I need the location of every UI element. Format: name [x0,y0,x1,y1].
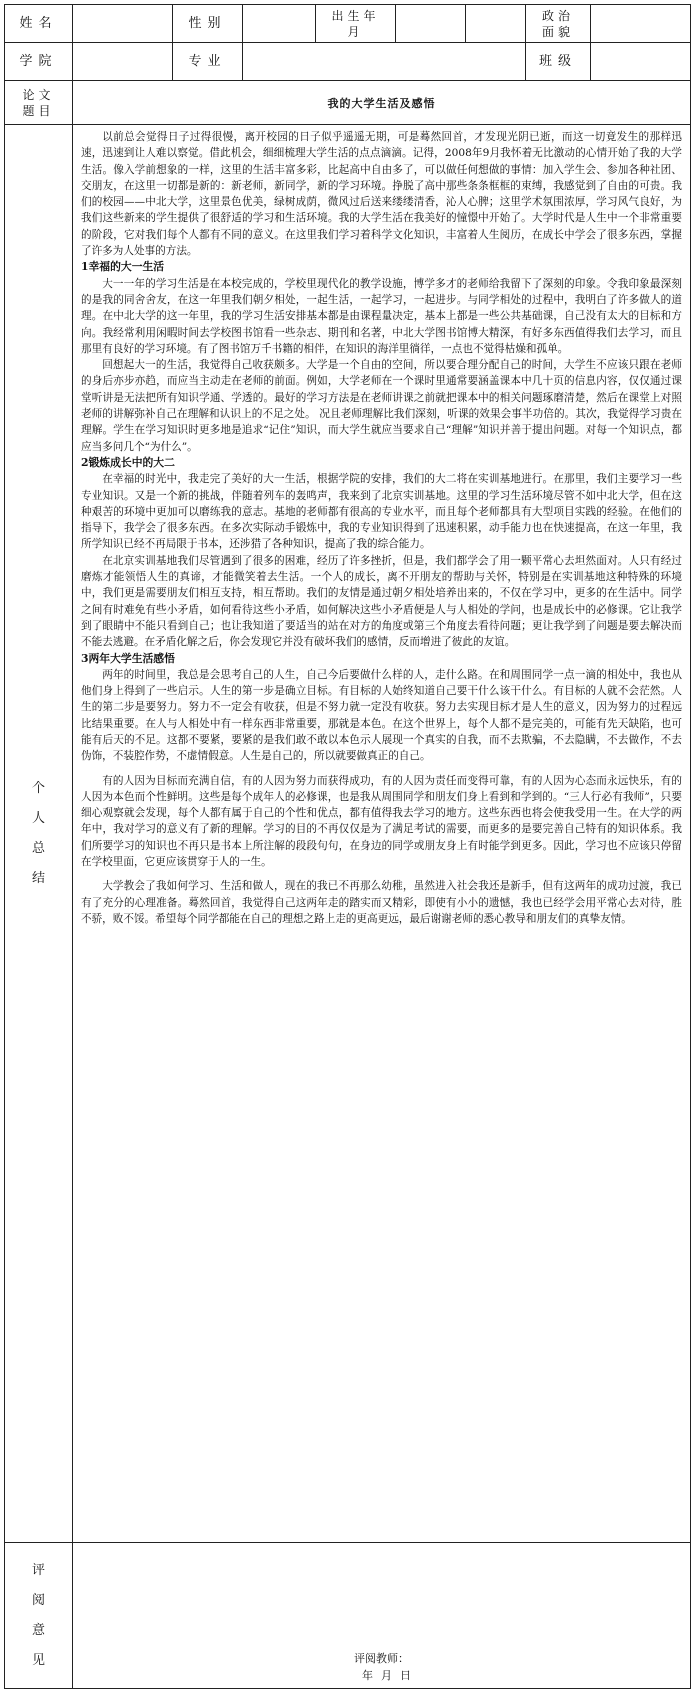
summary-paragraph: 在北京实训基地我们尽管遇到了很多的困难，经历了许多挫折，但是，我们都学会了用一颗平常心去坦然面对。人只有经过磨炼才能领悟人生的真谛，才能微笑着去生活。一个人的成长，离不开朋友的帮助与关怀，特别是在实训基地这种特殊的环境中，我们更是需要朋友们相互支持，相互帮助。我们的友情是通过朝夕相处培养出来的，不仅在学习中，更多的在生活中。同学之间有时难免有些小矛盾，如何看待这些小矛盾，如何解决这些小矛盾便是人与人相处的学问，也是成长中的必修课。它让我学到了眼睛中不能只看到自己；也让我知道了要适当的站在对方的角度或第三个角度去看待问题；更让我学到了问题是要去解决而不能去逃避。在矛盾化解之后，你会发现它并没有破坏我们的感情，反而增进了彼此的友谊。 [81,554,682,649]
row-thesis-title [5,81,691,125]
political-label-line1: 政治 [541,8,574,23]
name-value[interactable] [73,5,173,43]
birth-label [316,5,396,43]
section-heading: 3两年大学生活感悟 [81,651,175,665]
thesis-label [5,81,73,125]
summary-side-char: 人 [31,810,45,826]
gender-label: 性别 [173,5,243,43]
review-body[interactable] [73,1543,691,1689]
review-signature [73,1650,690,1688]
summary-side-char: 结 [31,870,45,886]
summary-paragraph: 大学教会了我如何学习、生活和做人，现在的我已不再那么幼稚，虽然进入社会我还是新手，但有这两年的成功过渡，我已有了充分的心理准备。蓦然回首，我觉得自己这两年走的踏实而又精彩，即使有小小的遗憾，我也已经学会用平常心去对待，胜不骄，败不馁。希望每个同学都能在自己的理想之路上走的更高更远，最后谢谢老师的悉心教导和朋友们的真挚友情。 [81,880,682,925]
section-heading: 2锻炼成长中的大二 [81,455,175,469]
birth-label-line2: 月 [347,24,364,39]
review-side-char: 见 [31,1652,45,1668]
blank-cell [466,5,526,43]
review-side-label [5,1543,73,1689]
political-label [526,5,591,43]
row-personal-summary [5,125,691,1543]
review-side-char: 评 [31,1562,45,1578]
summary-body [73,125,691,1543]
class-label: 班级 [526,43,591,81]
paragraph-gap [81,870,682,878]
summary-paragraph: 两年的时间里，我总是会思考自己的人生，自己今后要做什么样的人，走什么路。在和周围同学一点一滴的相处中，我也从他们身上得到了一些启示。人生的第一步是确立目标。有目标的人始终知道自己要干什么该干什么。有目标的人就不会茫然。人生的第二步是要努力。努力不一定会有收获，但是不努力就一定没有收获。努力去实现目标才是人生的意义，因为努力的过程远比结果重要。在人与人相处中有一样东西非常重要，那就是本色。在这个世界上，每个人都不是完美的，可能有先天缺陷，也可能有后天的不足。这都不要紧，要紧的是我们敢不敢以本色示人展现一个真实的自我，而不去欺骗，不去隐瞒，不去做作，不去伪饰，不装腔作势，不虚情假意。人生是自己的，所以就要做真正的自己。 [81,668,682,763]
birth-label-line1: 出生年 [331,8,380,23]
summary-paragraph: 以前总会觉得日子过得很慢，离开校园的日子似乎遥遥无期，可是蓦然回首，才发现光阴已逝，而这一切竟发生的那样迅速，迅速到让人难以察觉。借此机会，细细梳理大学生活的点点滴滴。记得，2008年9月我怀着无比激动的心情开始了我的大学生活。像入学前想象的一样，这里的生活丰富多彩，比起高中自由多了，可以做任何想做的事情：加入学生会、参加各种社团、交朋友，在这里一切都是新的：新老师，新同学，新的学习环境。挣脱了高中那些条条框框的束缚，我感觉到了自由的可贵。我们的校园——中北大学，这里景色优美，绿树成荫，微风过后送来缕缕清香，沁人心脾；这里学术氛围浓厚，学习风气良好，为我们这些新来的学生提供了很舒适的学习和生活环境。我的大学生活在我美好的憧憬中开始了。大学时代是人生中一个非常重要的阶段，它对我们每个人都有不同的意义。在这里我们学习着科学文化知识，丰富着人生阅历，在成长中学会了很多东西，掌握了许多为人处事的方法。 [81,131,682,258]
major-label: 专业 [173,43,243,81]
section-heading: 1幸福的大一生活 [81,260,165,274]
summary-paragraph: 大一一年的学习生活是在本校完成的，学校里现代化的教学设施，博学多才的老师给我留下了深刻的印象。令我印象最深刻的是我的同舍舍友，在这一年里我们朝夕相处，一起生活，一起学习，一起进步。与同学相处的过程中，我明白了许多做人的道理。在中北大学的这一年里，我的学习生活安排基本都是由课程量决定，基本上都是一些公共基础课，自己没有太大的目标和方向。我经常利用闲暇时间去学校图书馆看一些杂志、期刊和名著，中北大学图书馆博大精深，有好多东西值得我们去学习，而且那里有良好的学习环境。有了图书馆万千书籍的相伴，在知识的海洋里徜徉，一点也不觉得枯燥和孤单。 [81,277,682,355]
summary-paragraph: 在幸福的时光中，我走完了美好的大一生活，根据学院的安排，我们的大二将在实训基地进行。在那里，我们主要学习一些专业知识。又是一个新的挑战，伴随着列车的轰鸣声，我来到了北京实训基地。这里的学习生活环境尽管不如中北大学，但在这种艰苦的环境中更加可以磨练我的意志。基地的老师都有很高的专业水平，而且每个老师都具有大型项目实践的经验。在他们的指导下，我学会了很多东西。在多次实际动手锻炼中，我的专业知识得到了迅速积累，动手能力也在快速提高，在这一年里，我所学知识已经不再局限于书本，还涉猎了各种知识，提高了我的综合能力。 [81,473,682,551]
summary-paragraph: 回想起大一的生活，我觉得自己收获颇多。大学是一个自由的空间，所以要合理分配自己的时间，大学生不应该只跟在老师的身后亦步亦趋，而应当主动走在老师的前面。例如，大学老师在一个课时里通常要涵盖课本中几十页的信息内容，仅仅通过课堂听讲是无法把所有知识学通、学透的。最好的学习方法是在老师讲课之前就把课本中的相关问题琢磨清楚，然后在课堂上对照老师的讲解弥补自己在理解和认识上的不足之处。 况且老师理解比我们深刻，听课的效果会事半功倍的。其次，我觉得学习贵在理解。学生在学习知识时更多地是追求“记住”知识，而大学生就应当要求自己“理解”知识并善于提出问题。对每一个知识点，都应当多问几个“为什么”。 [81,359,682,453]
political-label-line2: 面貌 [541,24,574,39]
row-academic-info [5,43,691,81]
review-side-char: 阅 [31,1592,45,1608]
gender-value[interactable] [243,5,316,43]
thesis-form-table [4,4,691,1689]
thesis-title: 我的大学生活及感悟 [73,81,691,125]
political-value[interactable] [591,5,691,43]
birth-value[interactable] [396,5,466,43]
summary-side-char: 个 [31,780,45,796]
review-date-label: 年月日 [362,1669,419,1682]
summary-content [81,129,682,927]
paragraph-gap [81,765,682,773]
summary-side-label [5,125,73,1543]
class-value[interactable] [591,43,691,81]
summary-side-char: 总 [31,840,45,856]
summary-paragraph: 有的人因为目标而充满自信，有的人因为努力而获得成功，有的人因为责任而变得可靠，有的人因为心态而永远快乐，有的人因为本色而个性鲜明。这些是每个成年人的必修课，也是我从周围同学和朋友们身上看到和学到的。“三人行必有我师”，只要细心观察就会发现，每个人都有属于自己的个性和优点，都有值得我去学习的地方。这些东西也将会使我受用一生。在大学的两年中，我对学习的意义有了新的理解。学习的目的不再仅仅是为了满足考试的需要，而更多的是要完善自己特有的知识体系。我们所要学习的知识也不再只是书本上所注解的段段句句，在身边的同学或朋友身上有时能学到更多。因此，学习也不应该只停留在学校里面，它更应该贯穿于人的一生。 [81,774,682,869]
review-side-char: 意 [31,1622,45,1638]
row-personal-info [5,5,691,43]
name-label: 姓名 [5,5,73,43]
thesis-label-line1: 论文 [22,87,55,102]
major-value[interactable] [243,43,526,81]
review-teacher-label: 评阅教师： [354,1652,409,1665]
college-label: 学院 [5,43,73,81]
row-review [5,1543,691,1689]
thesis-label-line2: 题目 [22,103,55,118]
college-value[interactable] [73,43,173,81]
